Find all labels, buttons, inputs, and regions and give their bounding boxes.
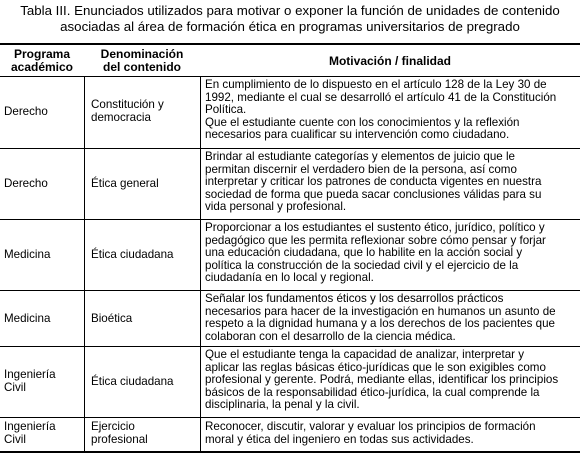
row-2-programa: Derecho <box>4 177 48 190</box>
header-denominacion: Denominación del contenido <box>100 47 184 74</box>
row-divider <box>0 148 580 149</box>
row-divider <box>0 346 580 347</box>
row-5-denominacion: Ética ciudadana <box>91 375 174 388</box>
caption-line-1: Tabla III. Enunciados utilizados para motivar o exponer la función de unidades de contenido <box>20 3 560 18</box>
table-caption <box>0 3 580 35</box>
caption-line-2: asociadas al área de formación ética en programas universitarios de pregrado <box>60 19 520 34</box>
row-1-denominacion: Constitución y democracia <box>91 98 164 124</box>
header-bottom-rule <box>0 76 580 77</box>
row-3-programa: Medicina <box>4 248 51 261</box>
row-divider <box>0 417 580 418</box>
table-top-rule <box>0 43 580 45</box>
row-2-denominacion: Ética general <box>91 177 159 190</box>
row-4-denominacion: Bioética <box>91 312 133 325</box>
row-1-motivacion: En cumplimiento de lo dispuesto en el artículo 128 de la Ley 30 de 1992, mediante el cual se desarrolló el artículo 41 de la Constitución Política. Que el estudiante cuente con los conocimientos y la reflexión necesarios para cualificar su intervención como ciudadano. <box>205 78 557 142</box>
row-6-motivacion: Reconocer, discutir, valorar y evaluar los principios de formación moral y ética del ingeniero en todas sus actividades. <box>205 420 536 446</box>
header-motivacion: Motivación / finalidad <box>328 54 451 68</box>
row-5-motivacion: Que el estudiante tenga la capacidad de analizar, interpretar y aplicar las reglas básicas ético-jurídicas que le son exigibles como profesional y gerente. Podrá, mediante ellas, identificar los principios básicos de la responsabilidad ético-jurídica, la cual comprende la disciplinaria, la penal y la civil. <box>205 348 559 412</box>
row-divider <box>0 219 580 220</box>
row-divider <box>0 290 580 291</box>
row-4-motivacion: Señalar los fundamentos éticos y los desarrollos prácticos necesarios para hacer de la investigación en humanos un asunto de respeto a la dignidad humana y a los derechos de los pacientes que colaboran con el desarrollo de la ciencia médica. <box>205 292 556 343</box>
row-1-programa: Derecho <box>4 105 48 118</box>
row-6-denominacion: Ejercicio profesional <box>91 420 148 446</box>
row-3-denominacion: Ética ciudadana <box>91 248 174 261</box>
row-5-programa: Ingeniería Civil <box>4 368 56 394</box>
row-3-motivacion: Proporcionar a los estudiantes el sustento ético, jurídico, político y pedagógico que les permita reflexionar sobre cómo pensar y forjar una educación ciudadana, que lo habilite en la acción social y política la construcción de la sociedad civil y el ejercicio de la ciudadanía en lo local y regional. <box>205 221 546 285</box>
header-programa: Programa académico <box>10 47 74 74</box>
row-4-programa: Medicina <box>4 312 51 325</box>
column-divider <box>200 76 201 452</box>
column-divider <box>84 76 85 452</box>
row-6-programa: Ingeniería Civil <box>4 420 56 446</box>
row-2-motivacion: Brindar al estudiante categorías y elementos de juicio que le permitan discernir el verdadero bien de la persona, así como interpretar y criticar los patrones de conducta vigentes en nuestra sociedad de forma que pueda sacar conclusiones válidas para su vida personal y profesional. <box>205 150 542 214</box>
table-bottom-rule <box>0 451 580 453</box>
